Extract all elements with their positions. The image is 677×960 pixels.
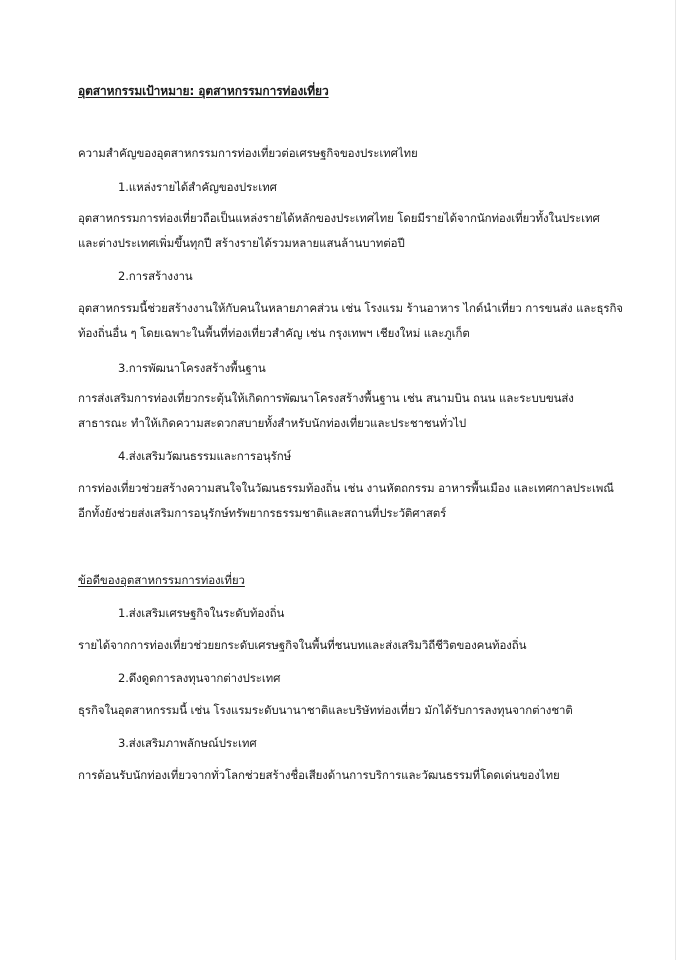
paragraph-line: อุตสาหกรรมการท่องเที่ยวถือเป็นแหล่งรายได้หลักของประเทศไทย โดยมีรายได้จากนักท่องเที่ยวทั้งในประเทศ (78, 211, 600, 225)
paragraph-line: สาธารณะ ทำให้เกิดความสะดวกสบายทั้งสำหรับนักท่องเที่ยวและประชาชนทั่วไป (78, 416, 467, 430)
paragraph-line: การท่องเที่ยวช่วยสร้างความสนใจในวัฒนธรรมท้องถิ่น เช่น งานหัตถกรรม อาหารพื้นเมือง และเทศกาลประเพณี (78, 481, 614, 495)
paragraph-line: อุตสาหกรรมนี้ช่วยสร้างงานให้กับคนในหลายภาคส่วน เช่น โรงแรม ร้านอาหาร ไกด์นำเที่ยว การขนส่ง และธุรกิจ (78, 301, 623, 315)
paragraph-line: และต่างประเทศเพิ่มขึ้นทุกปี สร้างรายได้รวมหลายแสนล้านบาทต่อปี (78, 236, 405, 250)
section-heading-advantages: ข้อดีของอุตสาหกรรมการท่องเที่ยว (78, 573, 245, 587)
paragraph-line: รายได้จากการท่องเที่ยวช่วยยกระดับเศรษฐกิจในพื้นที่ชนบทและส่งเสริมวิถีชีวิตของคนท้องถิ่น (78, 638, 527, 652)
document-title: อุตสาหกรรมเป้าหมาย: อุตสาหกรรมการท่องเที่ยว (78, 84, 329, 98)
paragraph-line: การส่งเสริมการท่องเที่ยวกระตุ้นให้เกิดการพัฒนาโครงสร้างพื้นฐาน เช่น สนามบิน ถนน และระบบขนส่ง (78, 391, 574, 405)
section-heading-importance: ความสำคัญของอุตสาหกรรมการท่องเที่ยวต่อเศรษฐกิจของประเทศไทย (78, 146, 418, 160)
item-label-local-economy: 1.ส่งเสริมเศรษฐกิจในระดับท้องถิ่น (118, 606, 285, 620)
item-label-culture-conservation: 4.ส่งเสริมวัฒนธรรมและการอนุรักษ์ (118, 449, 292, 463)
paragraph-line: การต้อนรับนักท่องเที่ยวจากทั่วโลกช่วยสร้างชื่อเสียงด้านการบริการและวัฒนธรรมที่โดดเด่นของไทย (78, 768, 560, 782)
item-label-country-image: 3.ส่งเสริมภาพลักษณ์ประเทศ (118, 736, 257, 750)
item-label-infrastructure: 3.การพัฒนาโครงสร้างพื้นฐาน (118, 361, 266, 375)
item-label-main-income: 1.แหล่งรายได้สำคัญของประเทศ (118, 180, 277, 194)
paragraph-line: ธุรกิจในอุตสาหกรรมนี้ เช่น โรงแรมระดับนานาชาติและบริษัทท่องเที่ยว มักได้รับการลงทุนจากต่างชาติ (78, 703, 573, 717)
paragraph-line: อีกทั้งยังช่วยส่งเสริมการอนุรักษ์ทรัพยากรธรรมชาติและสถานที่ประวัติศาสตร์ (78, 506, 447, 520)
item-label-foreign-investment: 2.ดึงดูดการลงทุนจากต่างประเทศ (118, 671, 281, 685)
item-label-job-creation: 2.การสร้างงาน (118, 269, 193, 283)
paragraph-line: ท้องถิ่นอื่น ๆ โดยเฉพาะในพื้นที่ท่องเที่ยวสำคัญ เช่น กรุงเทพฯ เชียงใหม่ และภูเก็ต (78, 326, 470, 340)
